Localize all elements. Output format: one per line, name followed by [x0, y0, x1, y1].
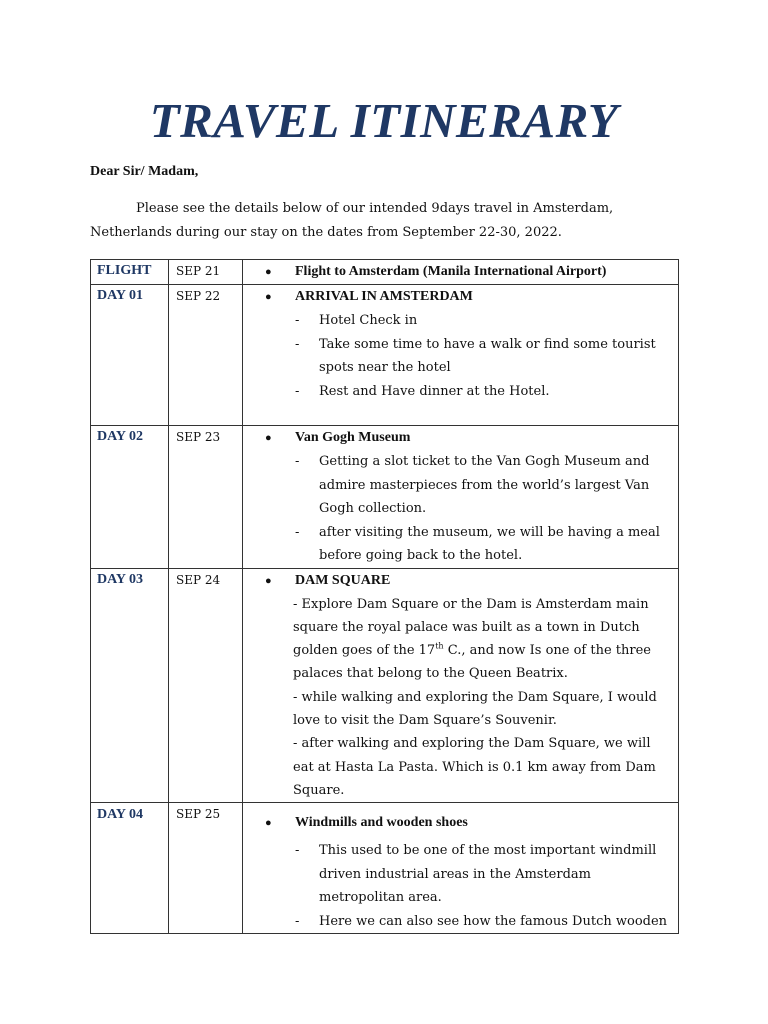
table-row — [91, 285, 679, 426]
activity-heading: DAM SQUARE — [295, 572, 391, 588]
list-item: - Hotel Check in — [243, 309, 674, 333]
activity-heading: Van Gogh Museum — [295, 430, 411, 445]
date-label: SEP 21 — [169, 260, 243, 285]
paragraph: - after walking and exploring the Dam Square, we will eat at Hasta La Pasta. Which is 0.1 km away from Dam Square. — [293, 736, 656, 798]
intro-paragraph: Please see the details below of our intended 9days travel in Amsterdam, Netherlands during our stay on the dates from September 22-30, 2022. — [90, 201, 614, 240]
date-label: SEP 22 — [169, 285, 243, 426]
dash-icon: - — [295, 454, 300, 469]
activity-cell — [243, 426, 679, 569]
dash-icon: - — [295, 843, 300, 859]
bullet-icon: ● — [265, 266, 272, 278]
bullet-icon: ● — [265, 432, 272, 444]
activity-cell — [243, 285, 679, 426]
document-title: TRAVEL ITINERARY — [149, 93, 619, 148]
date-label: SEP 24 — [169, 568, 243, 803]
bullet-item — [243, 285, 674, 309]
dash-icon: - — [295, 383, 300, 399]
dash-icon: - — [295, 313, 300, 328]
date-label: SEP 25 — [169, 803, 243, 934]
itinerary-table — [90, 259, 679, 934]
bullet-icon: ● — [265, 291, 272, 303]
activity-heading: Windmills and wooden shoes — [295, 815, 468, 831]
bullet-item — [243, 426, 674, 450]
table-row — [91, 803, 679, 934]
activity-cell — [243, 260, 679, 285]
day-label: DAY 03 — [91, 568, 169, 803]
activity-heading: ARRIVAL IN AMSTERDAM — [295, 289, 473, 304]
bullet-icon: ● — [265, 574, 272, 587]
paragraph: - while walking and exploring the Dam Square, I would love to visit the Dam Square’s Souvenir. — [293, 689, 657, 728]
list-item: - after visiting the museum, we will be having a meal before going back to the hotel. — [243, 521, 674, 568]
activity-heading: Flight to Amsterdam (Manila International Airport) — [295, 264, 607, 279]
table-row — [91, 568, 679, 803]
bullet-item — [243, 260, 674, 284]
day-label: DAY 04 — [91, 803, 169, 934]
list-item: - Getting a slot ticket to the Van Gogh Museum and admire masterpieces from the world’s largest Van Gogh collection. — [243, 450, 674, 521]
list-item: - This used to be one of the most important windmill driven industrial areas in the Amsterdam metropolitan area. — [243, 839, 674, 910]
day-label: FLIGHT — [91, 260, 169, 285]
activity-cell — [243, 568, 679, 803]
paragraph: - Explore Dam Square or the Dam is Amsterdam main square the royal palace was built as a town in Dutch golden goes of the 17th C., and now Is one of the three palaces that belong to the Queen Beatrix. — [293, 596, 651, 682]
list-item: - Take some time to have a walk or find some tourist spots near the hotel — [243, 333, 674, 380]
day-label: DAY 01 — [91, 285, 169, 426]
dash-icon: - — [295, 524, 300, 540]
table-row — [91, 260, 679, 285]
bullet-icon: ● — [265, 817, 272, 830]
table-row — [91, 426, 679, 569]
bullet-item — [243, 569, 674, 593]
dash-icon: - — [295, 913, 300, 929]
list-item: - Here we can also see how the famous Dutch wooden — [243, 910, 674, 934]
activity-description — [243, 593, 674, 803]
list-item: - Rest and Have dinner at the Hotel. — [243, 380, 674, 404]
bullet-item — [243, 811, 674, 835]
date-label: SEP 23 — [169, 426, 243, 569]
activity-cell — [243, 803, 679, 934]
dash-icon: - — [295, 336, 300, 352]
salutation: Dear Sir/ Madam, — [90, 164, 199, 179]
day-label: DAY 02 — [91, 426, 169, 569]
